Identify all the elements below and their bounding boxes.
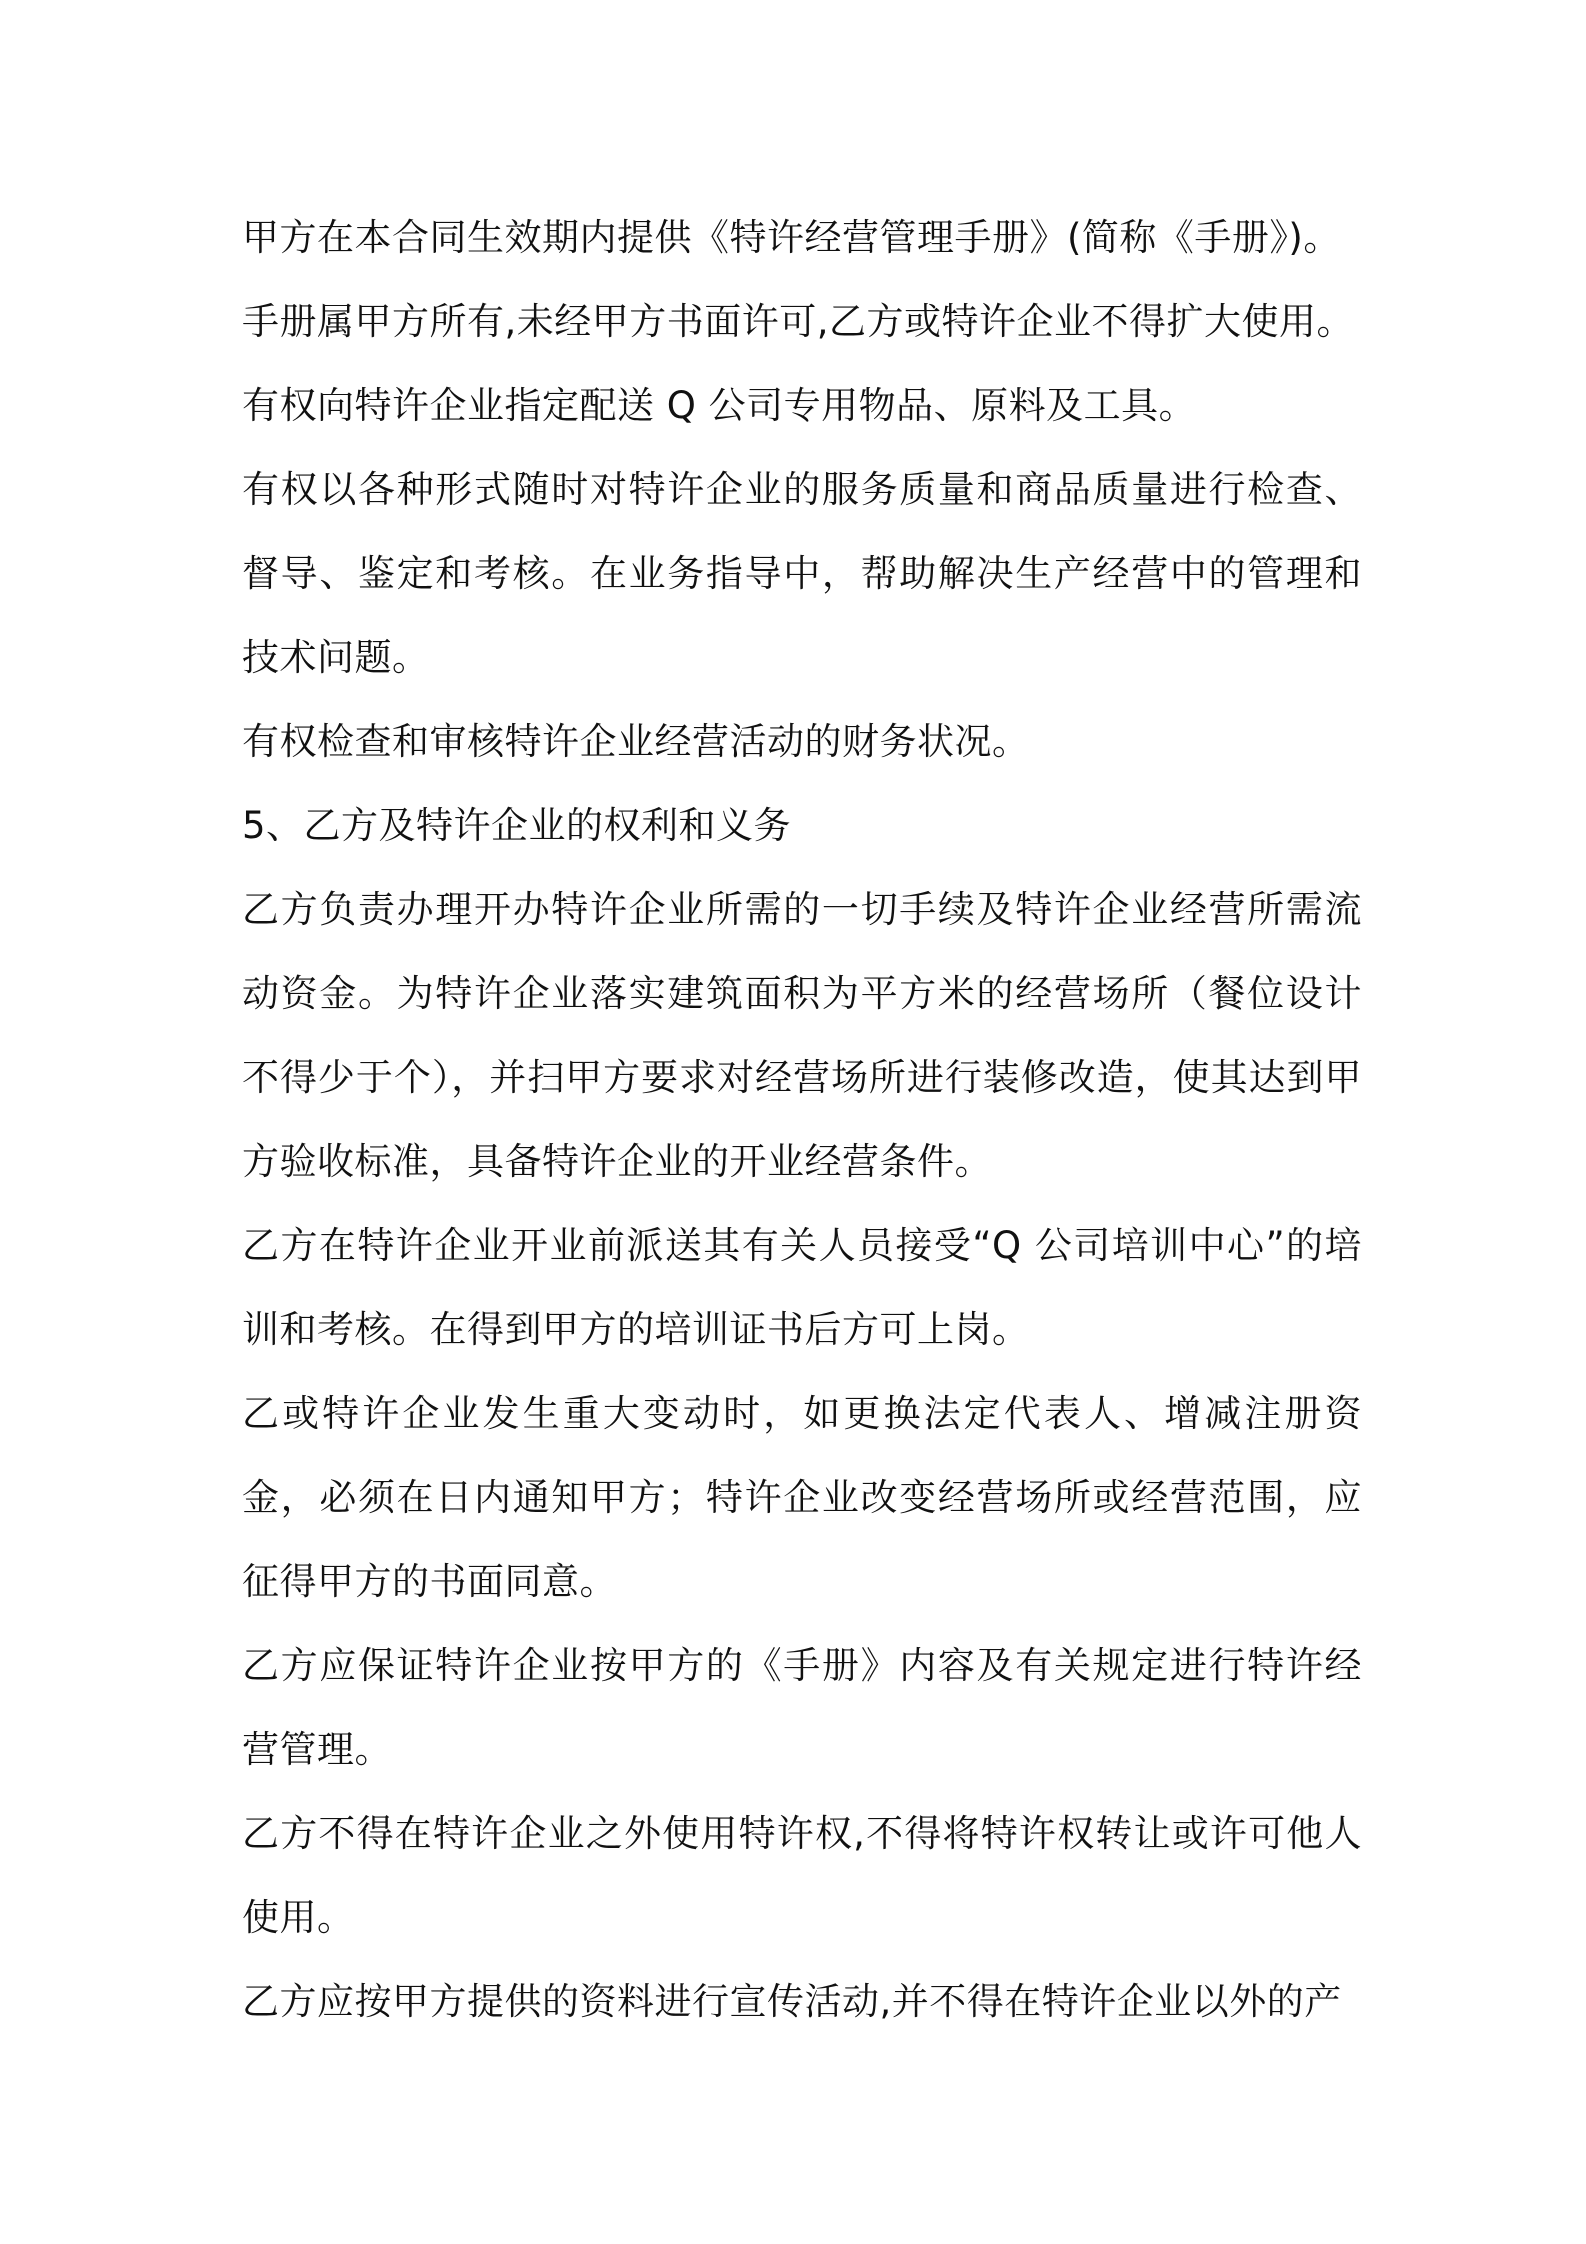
paragraph-8: 乙或特许企业发生重大变动时，如更换法定代表人、增减注册资金，必须在日内通知甲方；特许企业改变经营场所或经营范围，应征得甲方的书面同意。 xyxy=(242,1392,1362,1603)
paragraph-6: 乙方负责办理开办特许企业所需的一切手续及特许企业经营所需流动资金。为特许企业落实建筑面积为平方米的经营场所（餐位设计不得少于个），并扫甲方要求对经营场所进行装修改造，使其达到甲方验收标准，具备特许企业的开业经营条件。 xyxy=(242,888,1362,1183)
paragraph-11: 乙方应按甲方提供的资料进行宣传活动,并不得在特许企业以外的产 xyxy=(242,1980,1342,2023)
paragraph-9: 乙方应保证特许企业按甲方的《手册》内容及有关规定进行特许经营管理。 xyxy=(242,1644,1362,1771)
paragraph-5: 有权检查和审核特许企业经营活动的财务状况。 xyxy=(242,720,1030,763)
paragraph-3: 有权向特许企业指定配送 Q 公司专用物品、原料及工具。 xyxy=(242,384,1197,427)
paragraph-7: 乙方在特许企业开业前派送其有关人员接受“Q 公司培训中心”的培训和考核。在得到甲方的培训证书后方可上岗。 xyxy=(242,1224,1362,1351)
document-body xyxy=(242,196,1362,2044)
section-heading: 5、乙方及特许企业的权利和义务 xyxy=(242,804,792,847)
paragraph-4: 有权以各种形式随时对特许企业的服务质量和商品质量进行检查、督导、鉴定和考核。在业务指导中，帮助解决生产经营中的管理和技术问题。 xyxy=(242,468,1362,679)
paragraph-2: 手册属甲方所有,未经甲方书面许可,乙方或特许企业不得扩大使用。 xyxy=(242,300,1355,343)
paragraph-10: 乙方不得在特许企业之外使用特许权,不得将特许权转让或许可他人使用。 xyxy=(242,1812,1362,1939)
paragraph-1: 甲方在本合同生效期内提供《特许经营管理手册》(简称《手册》)。 xyxy=(242,216,1341,259)
